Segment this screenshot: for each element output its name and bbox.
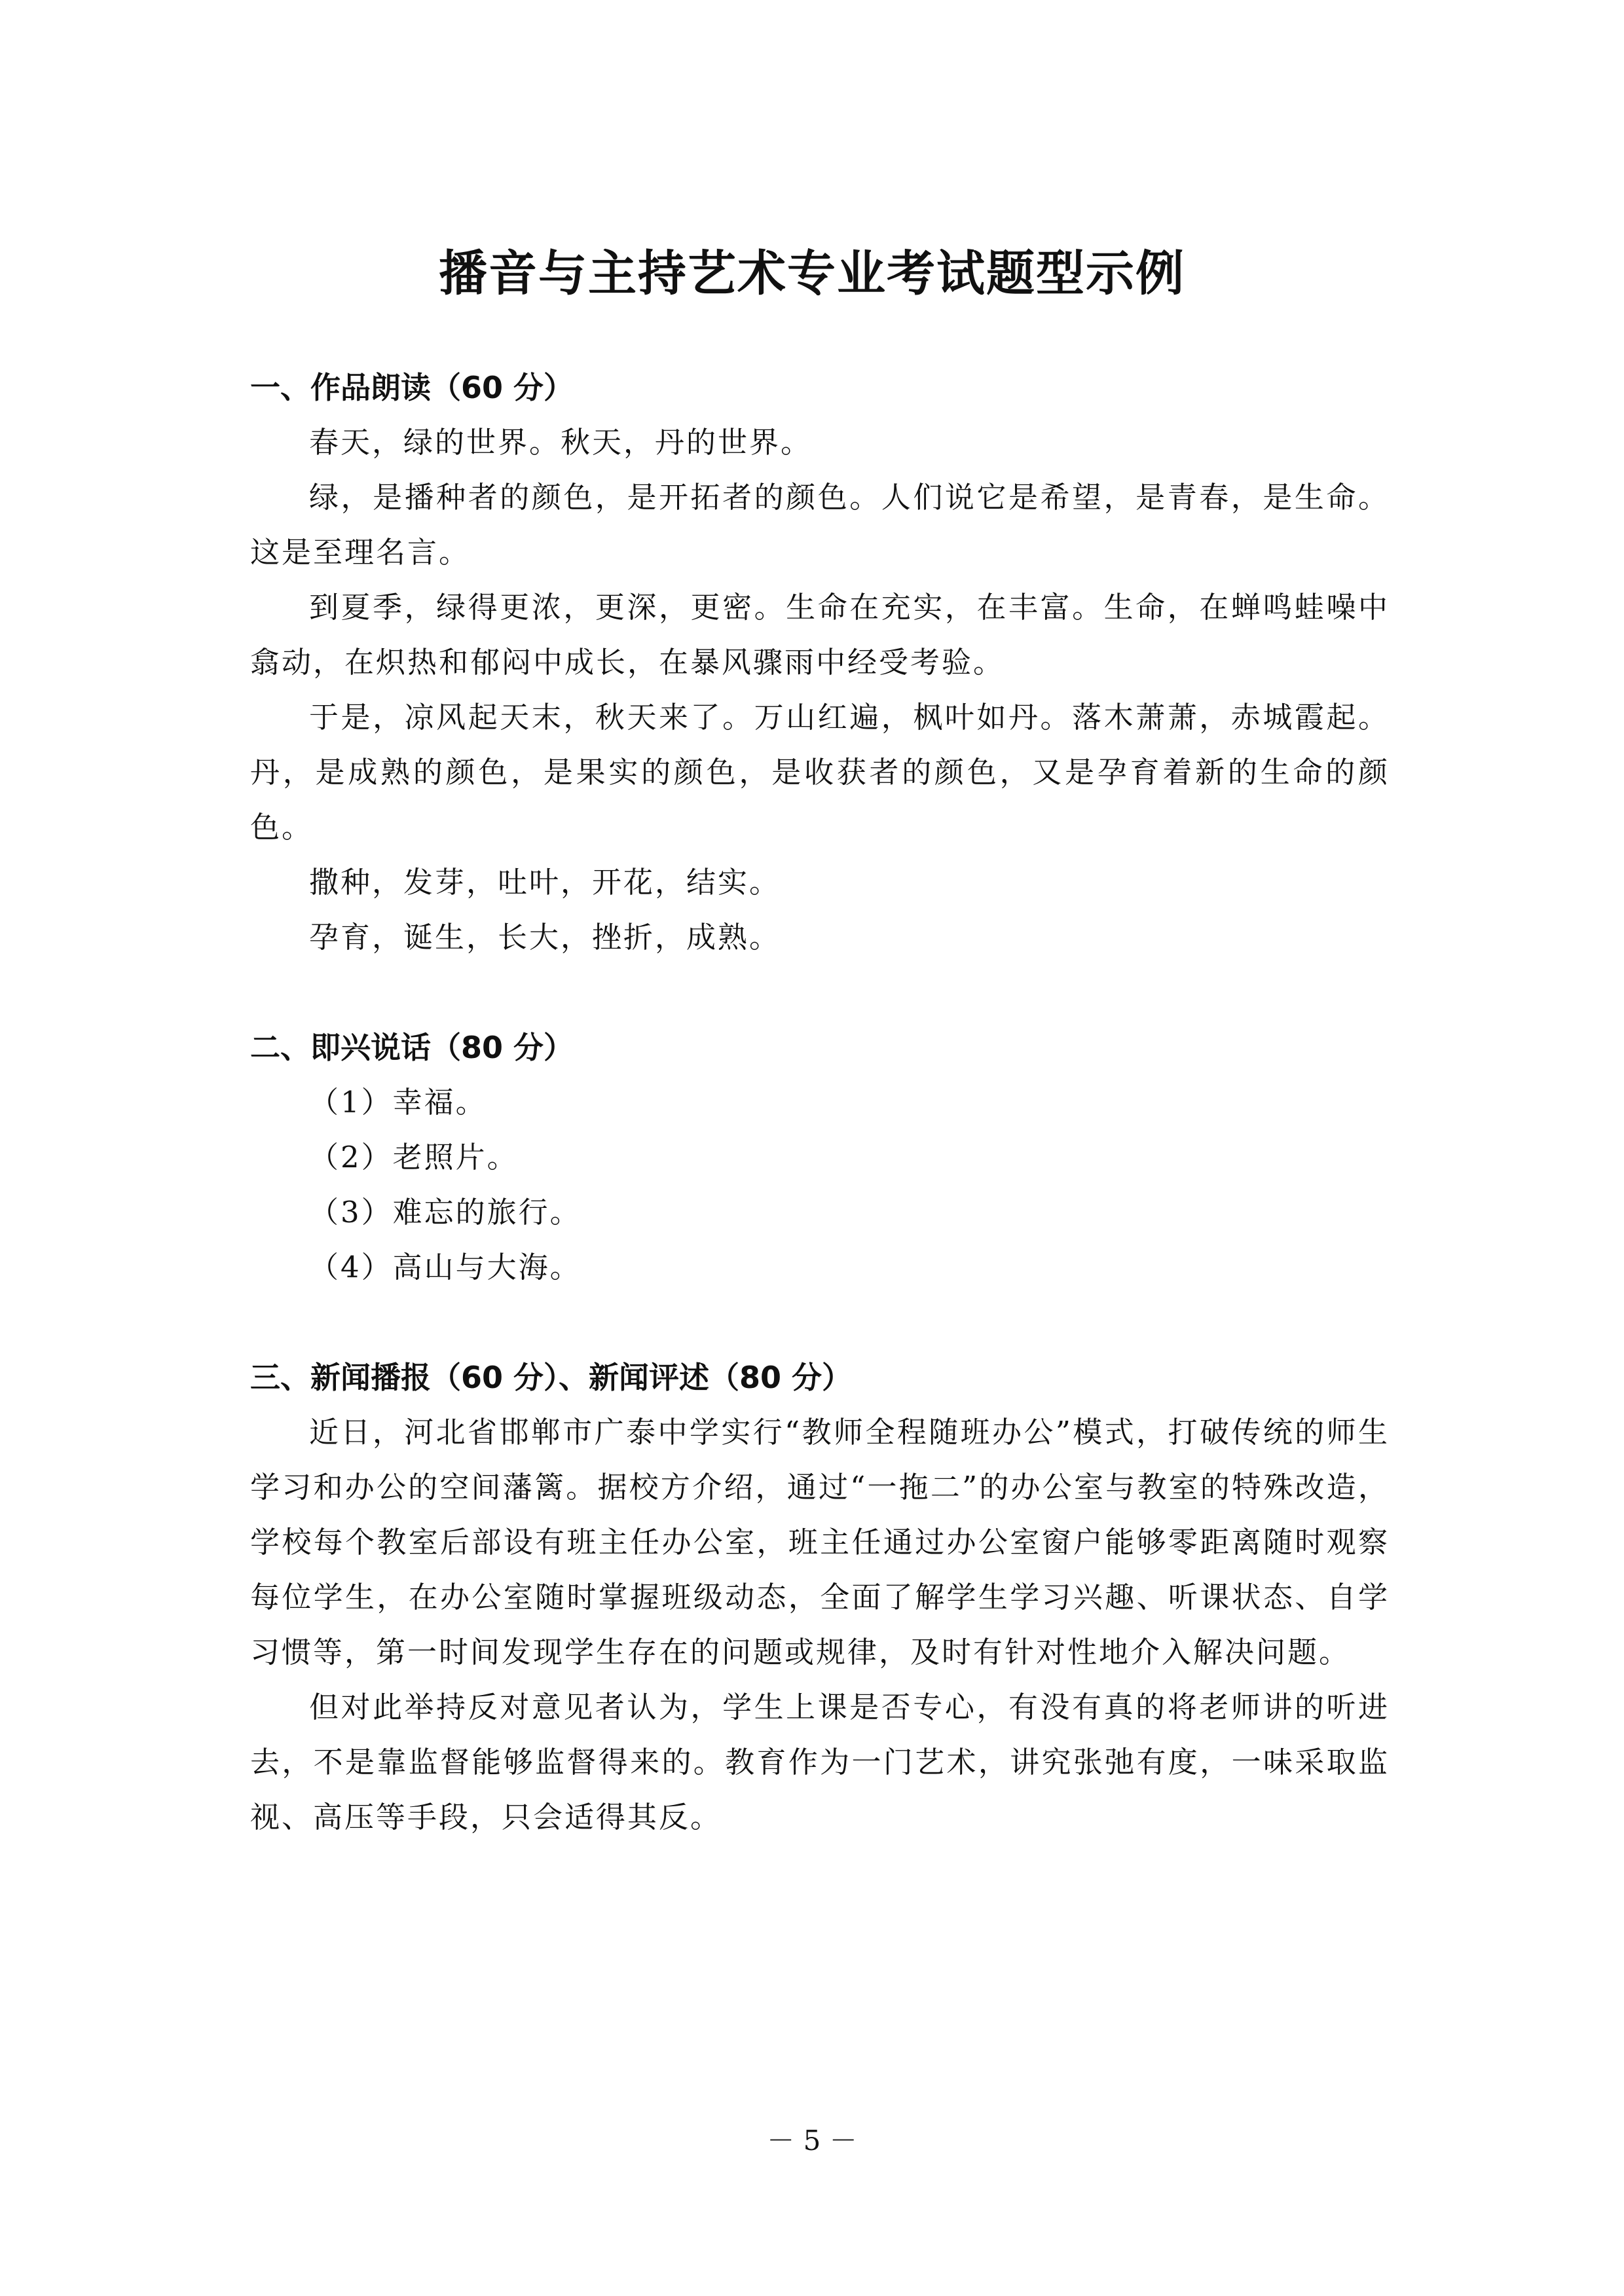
section-heading: 二、即兴说话（80 分） — [250, 1030, 574, 1065]
paragraph: 到夏季，绿得更浓，更深，更密。生命在充实，在丰富。生命，在蝉鸣蛙噪中翕动，在炽热和郁闷中成长，在暴风骤雨中经受考验。 — [250, 590, 1390, 680]
paragraph: 但对此举持反对意见者认为，学生上课是否专心，有没有真的将老师讲的听进去，不是靠监督能够监督得来的。教育作为一门艺术，讲究张弛有度，一味采取监视、高压等手段，只会适得其反。 — [250, 1690, 1390, 1834]
list-item: （3）难忘的旅行。 — [309, 1195, 581, 1230]
section-heading: 一、作品朗读（60 分） — [250, 370, 574, 405]
document-title: 播音与主持艺术专业考试题型示例 — [439, 245, 1185, 302]
paragraph: 于是，凉风起天末，秋天来了。万山红遍，枫叶如丹。落木萧萧，赤城霞起。丹，是成熟的颜色，是果实的颜色，是收获者的颜色，又是孕育着新的生命的颜色。 — [250, 700, 1390, 845]
page-number: － 5 － — [767, 2124, 857, 2157]
paragraph: 近日，河北省邯郸市广泰中学实行“教师全程随班办公”模式，打破传统的师生学习和办公的空间藩篱。据校方介绍，通过“一拖二”的办公室与教室的特殊改造，学校每个教室后部设有班主任办公室，班主任通过办公室窗户能够零距离随时观察每位学生，在办公室随时掌握班级动态，全面了解学生学习兴趣、听课状态、自学习惯等，第一时间发现学生存在的问题或规律，及时有针对性地介入解决问题。 — [250, 1415, 1390, 1669]
section-reading — [250, 360, 1390, 965]
list-item: （1）幸福。 — [309, 1085, 487, 1120]
list-item: （2）老照片。 — [309, 1140, 519, 1175]
section-heading: 三、新闻播报（60 分）、新闻评述（80 分） — [250, 1360, 853, 1395]
section-news — [250, 1350, 1390, 1845]
list-item: （4）高山与大海。 — [309, 1250, 581, 1285]
paragraph: 撒种，发芽，吐叶，开花，结实。 — [309, 865, 781, 900]
paragraph: 绿，是播种者的颜色，是开拓者的颜色。人们说它是希望，是青春，是生命。这是至理名言。 — [250, 480, 1390, 570]
section-impromptu — [250, 1020, 1390, 1295]
paragraph: 春天，绿的世界。秋天，丹的世界。 — [309, 425, 813, 460]
paragraph: 孕育，诞生，长大，挫折，成熟。 — [309, 920, 781, 955]
document-body — [250, 360, 1390, 1900]
